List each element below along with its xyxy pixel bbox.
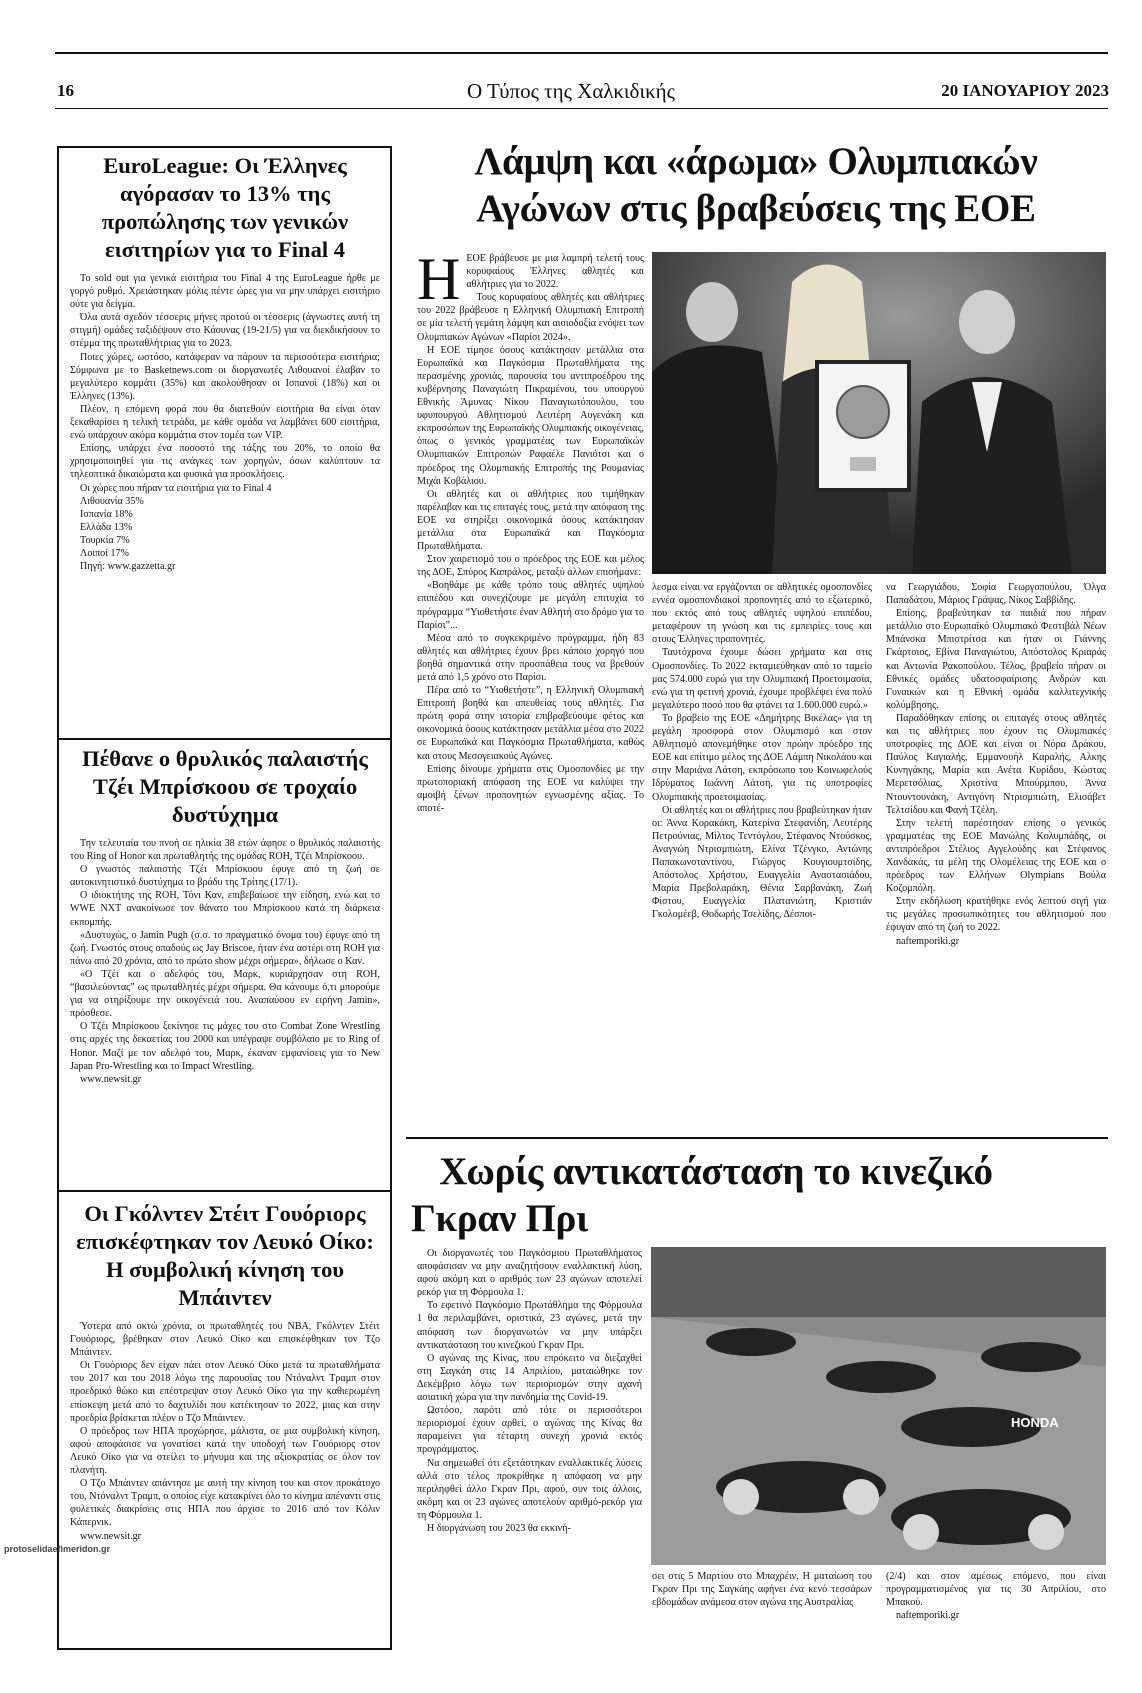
wrestler-paragraph: Ο ιδιοκτήτης της ROH, Τόνι Καν, επιβεβαίωσε την είδηση, ενώ και το WWE NXT ανακοίνωσε τον θάνατο του Μπρίσκοου κατά τη διάρκεια εκπομπής.: [70, 890, 380, 928]
wrestler-paragraph: Την τελευταία του πνοή σε ηλικία 38 ετών άφησε ο θρυλικός παλαιστής του Ring of Honor και πρωταθλητής της ομάδας ROH, Τζέι Μπρίσκοου.: [70, 838, 380, 863]
sidebar-divider: [57, 1190, 392, 1192]
eoe-paragraph: Μέσα από το συγκεκριμένο πρόγραμμα, ήδη 83 αθλητές και αθλήτριες έχουν βρει κάποιο χορηγό που βοηθά σημαντικά στην προσπάθεια τους να βρεθούν μετά από 1,5 χρόνο στο Παρίσι.: [417, 632, 644, 683]
eoe-paragraph: Στον χαιρετισμό του ο πρόεδρος της ΕΟΕ και μέλος της ΔΟΕ, Σπύρος Καπράλος, μεταξύ άλλων επισήμανε:: [417, 554, 644, 579]
eoe-dropcap: Η: [417, 252, 461, 312]
euroleague-source: Πηγή: www.gazzetta.gr: [80, 561, 176, 573]
eoe-paragraph: λεσμα είναι να εργάζονται σε αθλητικές ομοσπονδίες εννέα ομοσπονδιακοί προπονητές από το εξωτερικό, που εκτός από τους αθλητές υψηλού επιπέδου, μεταφέρουν τη γνώση και τις εμπειρίες τους και στους Έλληνες προπονητές.: [652, 582, 872, 646]
eoe-paragraph: Στην εκδήλωση κρατήθηκε ενός λεπτού σιγή για τις μεγάλες προσωπικότητες του αθλητισμού που έφυγαν από τη ζωή το 2022.: [886, 896, 1106, 934]
eoe-column-1: [417, 252, 644, 1088]
f1-column-1: [417, 1247, 642, 1657]
eoe-paragraph: Επίσης δίνουμε χρήματα στις Ομοσπονδίες με την πρωτοποριακή απόφαση της ΕΟΕ να καλύψει την αμοιβή ξένων προπονητών εγνωσμένης αξίας. Το αποτέ-: [417, 763, 644, 814]
euroleague-list-item: Τουρκία 7%: [80, 534, 130, 546]
f1-paragraph: Η διοργάνωση του 2023 θα εκκινή-: [427, 1522, 571, 1534]
euroleague-paragraph: Όλα αυτά σχεδόν τέσσερις μήνες προτού οι τέσσερις (άγνωστες αυτή τη στιγμή) ομάδες ταξιδέψουν στο Κάουνας (19-21/5) για να διεκδικήσουν το στέμμα της πρωταθλήτριας για το 2023.: [70, 312, 380, 350]
section-divider: [406, 1137, 1108, 1139]
f1-headline: [406, 1148, 1026, 1242]
eoe-column-2: [652, 581, 872, 1089]
eoe-paragraph: Η ΕΟΕ τίμησε όσους κατάκτησαν μετάλλια στα Ευρωπαϊκά και Παγκόσμια Πρωταθλήματα της περασμένης χρονιάς, παρουσία του αντιπροέδρου της κυβέρνησης Παναγιώτη Πικραμένου, του υπουργού Εθνικής Άμυνας Νίκου Παναγιωτόπουλου, του υφυπουργού Αθλητισμού Λευτέρη Αυγενάκη και εκπροσώπων της Ευρωπαϊκής Ολυμπιακής οικογένειας, όπως ο γενικός γραμματέας των Ευρωπαϊκών Ολυμπιακών Επιτροπών Ραφαέλε Πανιότσι και ο πρόεδρος της Ολυμπιακής Επιτροπής της Ρουμανίας Μιχάι Κοβάλιου.: [417, 344, 644, 487]
euroleague-list-item: Λοιποί 17%: [80, 547, 129, 559]
euroleague-list-intro: Οι χώρες που πήραν τα εισιτήρια για το Final 4: [80, 482, 272, 494]
f1-paragraph: Το εφετινό Παγκόσμιο Πρωτάθλημα της Φόρμουλα 1 θα περιλαμβάνει, οριστικά, 23 αγώνες, μετά την απόφαση των διοργανωτών να μην υπάρξει αντικατάσταση του κινεζικού Γκραν Πρι.: [417, 1300, 642, 1351]
warriors-article: [70, 1200, 380, 1644]
sidebar-divider: [57, 738, 392, 740]
issue-date: 20 ΙΑΝΟΥΑΡΙΟΥ 2023: [941, 81, 1109, 100]
wrestler-headline: Πέθανε ο θρυλικός παλαιστής Τζέι Μπρίσκοου σε τροχαίο δυστύχημα: [82, 746, 368, 827]
award-ceremony-illustration: [652, 252, 1106, 574]
f1-race-photo: [651, 1247, 1106, 1565]
wrestler-source: www.newsit.gr: [80, 1073, 142, 1085]
f1-paragraph: Ο αγώνας της Κίνας, που επρόκειτο να διεξαχθεί στη Σαγκάη στις 14 Απριλίου, ματαιώθηκε τον Δεκέμβριο λόγω των περιορισμών στην αχανή ασιατική χώρα για την πανδημία της Covid-19.: [417, 1352, 642, 1404]
wrestler-paragraph: Ο Τζέι Μπρίσκοου ξεκίνησε τις μάχες του στο Combat Zone Wrestling στις αρχές της δεκαετίας του 2000 και υπέγραψε συμβόλαιο με το Ring of Honor. Μαζί με τον αδελφό του, Μαρκ, έκαναν εμφανίσεις για το New Japan Pro-Wrestling και το Impact Wrestling.: [70, 1021, 380, 1072]
euroleague-list-item: Λιθουανία 35%: [80, 495, 144, 507]
eoe-paragraph: Παραδόθηκαν επίσης οι επιταγές στους αθλητές και τις αθλήτριες που έχουν τις Ολυμπιακές υποτροφίες της ΔΟΕ και είναι οι Νόρα Δράκου, Παύλος Καγιαλής, Εμμανουήλ Καραλής, Αλκης Κυνηγάκης, Μαρία και Ανέτα Κυρίδου, Κώστας Μερετσόλιας, Χριστίνα Μπούρμπου, Άννα Ντουντουνάκη, Αντιγόνη Ντρισμπιώτη, Ελισάβετ Τελτσίδου και Φανή Τζέλη.: [886, 712, 1106, 816]
eoe-paragraph: Επίσης, βραβεύτηκαν τα παιδιά που πήραν μετάλλιο στο Ευρωπαϊκό Ολυμπιακό Φεστιβάλ Νέων Μπάνσκα Μπιστρίτσα και ήταν οι Γιάννης Γκάρτσιος, Εβίνα Παναγιώτου, Απόστολος Κριαράς και Αντωνία Ρακοπούλου. Τέλος, βραβείο πήραν οι Εθνικές ομάδες υδατοσφαίρισης Ανδρών και Γυναικών και η Εθνική ομάδα καλλιτεχνικής κολύμβησης.: [886, 608, 1106, 711]
eoe-source: naftemporiki.gr: [896, 935, 960, 947]
site-watermark: protoselidaefimeridon.gr: [4, 1544, 111, 1554]
eoe-paragraph: Οι αθλητές και οι αθλήτριες που τιμήθηκαν παρέλαβαν και τις επιταγές τους, μετά την απόφαση της ΕΟΕ να στηρίξει οικονομικά όσους κατάκτησαν μετάλλια στα Ευρωπαϊκά και Παγκόσμια Πρωταθλήματα.: [417, 488, 644, 553]
eoe-column-3: [886, 581, 1106, 1089]
header-rule: [55, 108, 1108, 109]
euroleague-paragraph: Επίσης, υπάρχει ένα ποσοστό της τάξης του 20%, το οποίο θα χρησιμοποιηθεί για τις ανάγκες των χορηγών, όσων καλύπτουν τα τηλεοπτικά δικαιώματα και φυσικά για προσκλήσεις.: [70, 443, 380, 481]
page-number: 16: [57, 81, 74, 100]
f1-paragraph: Να σημειωθεί ότι εξετάστηκαν εναλλακτικές λύσεις αλλά στο τέλος προκρίθηκε η απόφαση να μην περιληφθεί άλλο Γκραν Πρι, αφού, συν τοις άλλοις, ακόμη και οι 23 αγώνες αποτελούν αριθμό-ρεκόρ για τη Φόρμουλα 1.: [417, 1457, 642, 1521]
warriors-paragraph: Οι Γουόριορς δεν είχαν πάει στον Λευκό Οίκο μετά τα πρωταθλήματα του 2017 και του 2018 λόγω της παρουσίας του Ντόναλντ Τραμπ στον προεδρικό θώκο και επέστρεψαν στον Λευκό Οίκο για την καθιερωμένη επίσκεψη μετά από το δαχτυλίδι που κατέκτησαν το 2022, μιας και στην προεδρία βρίσκεται πλέον ο Τζο Μπάιντεν.: [70, 1360, 380, 1424]
f1-column-2: [652, 1570, 872, 1660]
euroleague-article: [70, 152, 380, 732]
eoe-headline: [406, 138, 1106, 232]
wrestler-paragraph: «Ο Τζέι και ο αδελφός του, Μαρκ, κυριάρχησαν στη ROH, “βασιλεύοντας” ως πρωταθλητές μέχρι σήμερα. Θα κάνουμε ό,τι μπορούμε για να στηρίξουμε την οικογένειά του. Αναπαύσου εν ειρήνη Jamin», πρόσθεσε.: [70, 968, 380, 1020]
f1-column-3: [886, 1570, 1106, 1660]
warriors-headline: Οι Γκόλντεν Στέιτ Γουόριορς επισκέφτηκαν τον Λευκό Οίκο: Η συμβολική κίνηση του Μπάιντεν: [76, 1201, 374, 1310]
top-rule: [55, 52, 1108, 54]
euroleague-list-item: Ελλάδα 13%: [80, 521, 133, 533]
f1-paragraph: Οι διοργανωτές του Παγκόσμιου Πρωταθλήματος αποφάσισαν να μην αναζητήσουν εναλλακτική λύση, αφού ακόμη και ο αριθμός των 23 αγώνων αποτελεί ρεκόρ για τη Φόρμουλα 1.: [417, 1248, 642, 1299]
euroleague-list-item: Ισπανία 18%: [80, 508, 133, 520]
warriors-paragraph: Ύστερα από οκτώ χρόνια, οι πρωταθλητές του NBA, Γκόλντεν Στέιτ Γουόριορς, βρέθηκαν στον Λευκό Οίκο και επισκέφθηκαν τον Τζο Μπάιντεν.: [70, 1321, 380, 1359]
eoe-paragraph: Πέρα από το “Υιοθετήστε”, η Ελληνική Ολυμπιακή Επιτροπή βοηθά και απευθείας τους αθλητές. Για πρώτη φορά στην ιστορία επιβραβεύουμε φέτος και οικονομικά όσους κατάκτησαν μετάλλια μέσα στο 2022 σε Ευρωπαϊκά και Παγκόσμια Πρωταθλήματα, καθώς και στους Μεσογειακούς Αγώνες.: [417, 685, 644, 762]
f1-source: naftemporiki.gr: [896, 1610, 960, 1622]
car-sponsor-label: HONDA: [1011, 1415, 1059, 1430]
euroleague-paragraph: Ποιες χώρες, ωστόσο, κατάφεραν να πάρουν τα περισσότερα εισιτήρια; Σύμφωνα με το Basketnews.com οι διοργανωτές Λιθουανοί έλαβαν το μεγαλύτερο κομμάτι (35%) και ακολούθησαν οι Ισπανοί (18%) και οι Έλληνες (13%).: [70, 351, 380, 402]
eoe-paragraph: «Βοηθάμε με κάθε τρόπο τους αθλητές υψηλού επιπέδου και συνεχίζουμε με μεγάλη επιτυχία το πρόγραμμα “Υιοθετήστε έναν Αθλητή στο δρόμο για το Παρίσι”...: [417, 580, 644, 631]
euroleague-headline: EuroLeague: Οι Έλληνες αγόρασαν το 13% της προπώλησης των γενικών εισιτηρίων για το Final 4: [101, 153, 349, 262]
eoe-paragraph: Οι αθλητές και οι αθλήτριες που βραβεύτηκαν ήταν οι: Άννα Κορακάκη, Κατερίνα Στεφανίδη, Λευτέρης Πετρούνιας, Μίλτος Τεντόγλου, Στέφανος Ντούσκος, Αναγνώη Ντρισμπιώτη, Ελίνα Τζένγκο, Αντώνης Παπακωνσταντίνου, Γιώργος Κουγιουμτσίδης, Απόστολος Χρήστου, Ευαγγελία Αναστασιάδου, Μαρία Πρεβολαράκη, Θένια Σαρβανάκη, Ζωή Φίστου, Ευαγγελία Πλατανιώτη, Κριστιάν Γκολομέεβ, Θοδωρής Τσελίδης, Δέσποι-: [652, 804, 872, 921]
f1-paragraph: σει στις 5 Μαρτίου στο Μπαχρέιν. Η ματαίωση του Γκραν Πρι της Σαγκάης αφήνει ένα κενό τεσσάρων εβδομάδων ανάμεσα στον αγώνα της Αυστραλίας: [652, 1571, 872, 1609]
eoe-paragraph: ΕΟΕ βράβευσε με μια λαμπρή τελετή τους κορυφαίους Έλληνες αθλητές και αθλήτριες για το 2022.: [466, 253, 644, 291]
warriors-paragraph: Ο Τζο Μπάιντεν απάντησε με αυτή την κίνηση του και στον προκάτοχο του, Ντόναλντ Τραμπ, ο οποίος είχε κατακρίνει όλο το κίνημα απέναντι στις φυλετικές διακρίσεις στις ΗΠΑ που άρχισε το 2016 από τον Κόλιν Κάπερνικ.: [70, 1478, 380, 1529]
f1-paragraph: Ωστόσο, παρότι από τότε οι περισσότεροι περιορισμοί έχουν αρθεί, ο αγώνας της Κίνας θα παραμείνει για τέταρτη συνεχή χρονιά εκτός προγράμματος.: [417, 1405, 642, 1456]
eoe-paragraph: Ταυτόχρονα έχουμε δώσει χρήματα και στις Ομοσπονδίες. Το 2022 εκταμιεύθηκαν από το ταμείο μας 574.000 ευρώ για την Ολυμπιακή Προετοιμασία, ενώ για τη φετινή χρονιά, έχουμε προβλέψει ένα πολύ μεγαλύτερο ποσό που θα φτάνει τα 1.600.000 ευρώ.»: [652, 647, 872, 711]
eoe-headline-line: Αγώνων στις βραβεύσεις της ΕΟΕ: [476, 187, 1036, 230]
eoe-paragraph: να Γεωργιάδου, Σοφία Γεωργοπούλου, Όλγα Παπαδάτου, Μάριος Γράψας, Νίκος Σαββίδης.: [886, 582, 1106, 607]
race-cars-illustration: [651, 1247, 1106, 1565]
wrestler-paragraph: «Δυστυχώς, ο Jamin Pugh (σ.σ. το πραγματικό όνομα του) έφυγε από τη ζωή. Γνωστός στους οπαδούς ως Jay Briscoe, ήταν ένα αστέρι στη ROH για πάνω από 20 χρόνια, από το πρώτο show μέχρι σήμερα», δήλωσε ο Καν.: [70, 929, 380, 967]
warriors-paragraph: Ο πρόεδρος των ΗΠΑ προχώρησε, μάλιστα, σε μια συμβολική κίνηση, αφού αποφάσισε να γονατίσει κατά την υποδοχή των Γουόριορς στον Λευκό Οίκο για να στείλει το μήνυμα και της αξιοκρατίας σε όλον τον πλανήτη.: [70, 1425, 380, 1477]
eoe-headline-line: Λάμψη και «άρωμα» Ολυμπιακών: [474, 140, 1038, 183]
wrestler-article: [70, 745, 380, 1175]
eoe-award-photo: [652, 252, 1106, 574]
f1-headline-line: Γκραν Πρι: [411, 1197, 588, 1240]
f1-headline-line: Χωρίς αντικατάσταση το κινεζικό: [439, 1150, 993, 1193]
eoe-paragraph: Το βραβείο της ΕΟΕ «Δημήτρης Βικέλας» για τη μεγάλη προσφορά στον Ολυμπισμό και στον Αθλητισμό απονεμήθηκε στον πρώην πρόεδρο της ΕΟΕ και επίτιμο μέλος της ΔΟΕ Λάμπη Νικολάου και στην Μαριάνα Λάτση, εκπρόσωπο του Κοινωφελούς Ιδρύματος Ιωάννη Λάτση, για τις υποτροφίες Ολυμπιακής προετοιμασίας.: [652, 712, 872, 803]
f1-paragraph: (2/4) και στον αμέσως επόμενο, που είναι προγραμματισμένος για τις 30 Απριλίου, στο Μπακού.: [886, 1571, 1106, 1609]
warriors-source: www.newsit.gr: [80, 1530, 142, 1542]
wrestler-paragraph: Ο γνωστός παλαιστής Τζέι Μπρίσκοου έφυγε από τη ζωή σε αυτοκινητιστικό δυστύχημα το βράδυ της Τρίτης (17/1).: [70, 864, 380, 889]
euroleague-paragraph: Πλέον, η επόμενη φορά που θα διατεθούν εισιτήρια θα είναι όταν ξεκαθαρίσει η τελική τετράδα, με κάθε ομάδα να λαμβάνει 600 εισιτήρια, ενώ υπάρχουν ακόμα κομμάτια στον τομέα των VIP.: [70, 403, 380, 442]
newspaper-name: Ο Τύπος της Χαλκιδικής: [467, 79, 675, 103]
eoe-paragraph: Στην τελετή παρέστησαν επίσης ο γενικός γραμματέας της ΕΟΕ Μανώλης Κολυμπάδης, οι αντιπρόεδροι Στέλιος Αγγελούδης και Στέφανος Χανδακάς, τα μέλη της Ολομέλειας της ΕΟΕ και ο πρόεδρος των Ελλήνων Olympians Βούλα Κοζομπόλη.: [886, 817, 1106, 895]
eoe-paragraph: Τους κορυφαίους αθλητές και αθλήτριες του 2022 βράβευσε η Ελληνική Ολυμπιακή Επιτροπή σε μία τελετή γεμάτη λάμψη και αισιοδοξία ενόψει των Ολυμπιακών Αγώνων «Παρίσι 2024».: [417, 292, 644, 343]
euroleague-paragraph: Το sold out για γενικά εισιτήρια του Final 4 της EuroLeague ήρθε με γοργό ρυθμό. Χρειάστηκαν μόλις πέντε ώρες για να μην υπάρχει εισιτήριο ούτε για δείγμα.: [70, 273, 380, 311]
